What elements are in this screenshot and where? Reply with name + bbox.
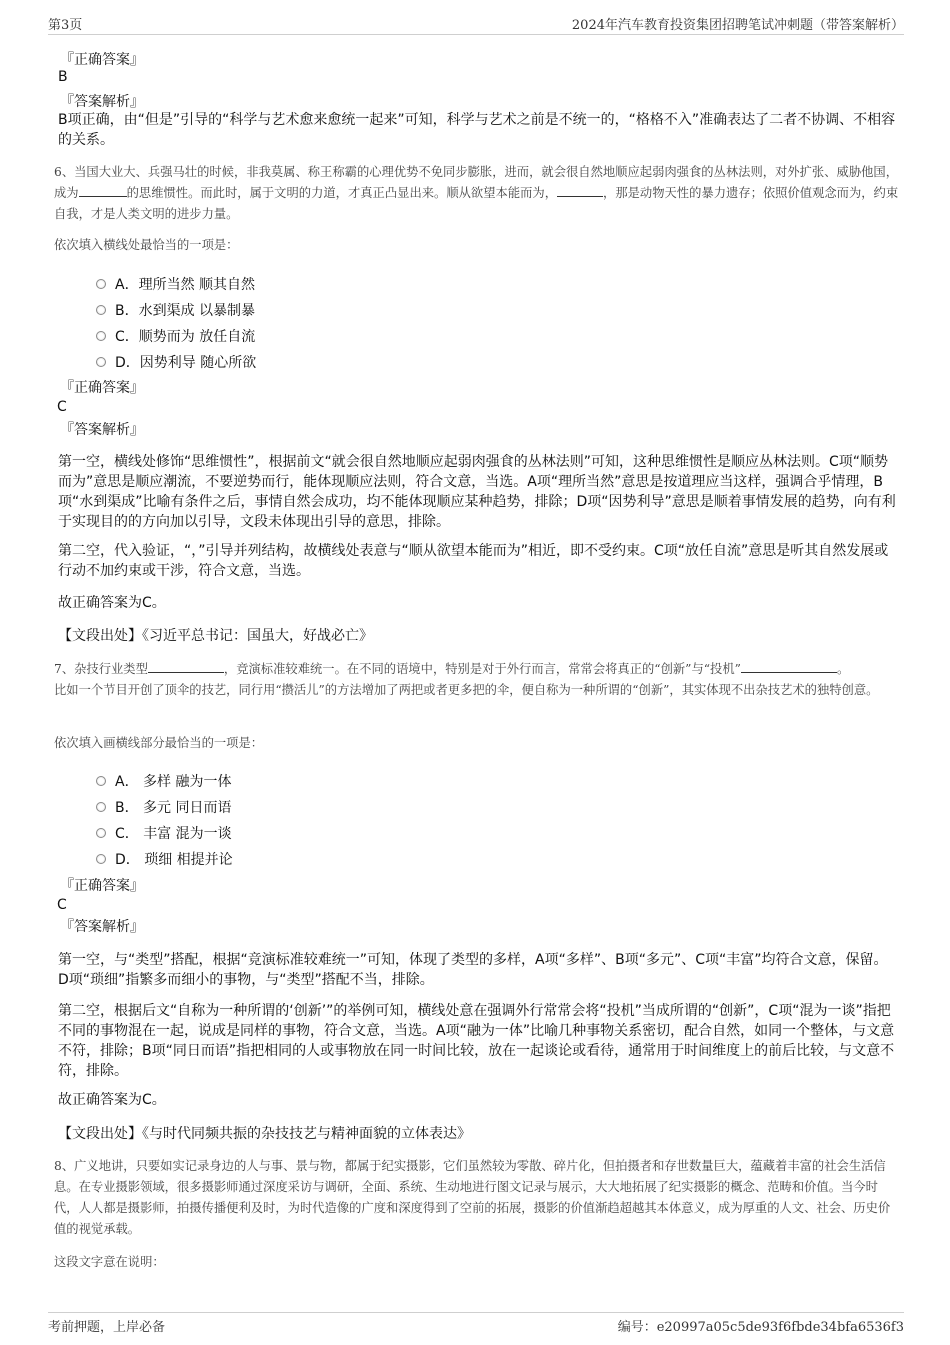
q6-option-b[interactable]: B．水到渠成 以暴制暴 <box>96 300 255 320</box>
footer-slogan: 考前押题，上岸必备 <box>48 1320 166 1335</box>
radio-icon[interactable] <box>96 776 106 786</box>
page-number: 第3页 <box>48 18 83 33</box>
q7-stem <box>54 659 899 701</box>
radio-icon[interactable] <box>96 279 106 289</box>
q5-answer: B <box>58 69 68 85</box>
q7-blank-1 <box>148 660 224 673</box>
radio-icon[interactable] <box>96 331 106 341</box>
q7-option-d[interactable]: D． 琐细 相提并论 <box>96 849 233 869</box>
q7-prompt: 依次填入画横线部分最恰当的一项是： <box>54 736 264 750</box>
q7-stem-part1: 7、杂技行业类型 <box>54 662 148 676</box>
q7-answer: C <box>57 897 67 913</box>
page-footer <box>48 1312 904 1335</box>
q6-stem-part2: 的思维惯性。而此时，属于文明的力道，才真正凸显出来。顺从欲望本能而为， <box>126 186 558 200</box>
radio-icon[interactable] <box>96 828 106 838</box>
q6-answer-label: 『正确答案』 <box>60 380 144 396</box>
q6-prompt: 依次填入横线处最恰当的一项是： <box>54 238 239 252</box>
q6-option-c[interactable]: C．顺势而为 放任自流 <box>96 326 255 346</box>
q6-analysis-para2: 第二空，代入验证，“，”引导并列结构，故横线处表意与“顺从欲望本能而为”相近，即不受约束。C项“放任自流”意思是听其自然发展或行动不加约束或干涉，符合文意，当选。 <box>58 543 889 579</box>
document-id: 编号：e20997a05c5de93f6fbde34bfa6536f3 <box>617 1320 904 1335</box>
q7-blank-2 <box>741 660 837 673</box>
q6-stem <box>54 162 899 225</box>
q7-stem-part2: ，竞演标准较难统一。在不同的语境中，特别是对于外行而言，常常会将真正的“创新”与“投机” <box>223 662 741 676</box>
q5-answer-label: 『正确答案』 <box>60 52 144 68</box>
q6-answer: C <box>57 399 67 415</box>
q6-option-a[interactable]: A．理所当然 顺其自然 <box>96 274 255 294</box>
q6-analysis-label: 『答案解析』 <box>60 422 144 438</box>
q6-analysis-para1: 第一空，横线处修饰“思维惯性”，根据前文“就会很自然地顺应起弱肉强食的丛林法则”可知，这种思维惯性是顺应丛林法则。C项“顺势而为”意思是顺应潮流，不要逆势而行，能体现顺应法则，符合文意，当选。A项“理所当然”意思是按道理应当这样，强调合乎情理，B项“水到渠成”比喻有条件之后，事情自然会成功，均不能体现顺应某种趋势，排除；D项“因势利导”意思是顺着事情发展的趋势，向有利于实现目的的方向加以引导，文段未体现出引导的意思，排除。 <box>58 454 896 530</box>
q6-stem-part1: 6、当国大业大、兵强马壮的时候，非我莫属、称王称霸的心理优势不免同步膨胀，进而，就会很自然地顺应起弱肉强食的丛林法则，对外扩张、威胁他国，成为 <box>54 165 899 200</box>
q7-analysis-para1: 第一空，与“类型”搭配，根据“竞演标准较难统一”可知，体现了类型的多样，A项“多样”、B项“多元”、C项“丰富”均符合文意，保留。D项“琐细”指繁多而细小的事物，与“类型”搭配不当，排除。 <box>58 952 888 988</box>
q6-blank-2 <box>557 184 603 197</box>
q7-option-a[interactable]: A． 多样 融为一体 <box>96 771 231 791</box>
q7-conclusion: 故正确答案为C。 <box>58 1092 166 1108</box>
q6-blank-1 <box>79 184 127 197</box>
q7-analysis-para2: 第二空，根据后文“自称为一种所谓的‘创新’”的举例可知，横线处意在强调外行常常会将“投机”当成所谓的“创新”，C项“混为一谈”指把不同的事物混在一起，说成是同样的事物，符合文意，当选。A项“融为一体”比喻几种事物关系密切，配合自然，如同一个整体，与文意不符，排除；B项“同日而语”指把相同的人或事物放在同一时间比较，放在一起谈论或看待，通常用于时间维度上的前后比较，与文意不符，排除。 <box>58 1003 895 1079</box>
q7-source: 【文段出处】《与时代同频共振的杂技技艺与精神面貌的立体表达》 <box>58 1126 471 1142</box>
q6-conclusion: 故正确答案为C。 <box>58 595 166 611</box>
q7-option-c[interactable]: C． 丰富 混为一谈 <box>96 823 232 843</box>
q7-answer-label: 『正确答案』 <box>60 878 144 894</box>
q6-source: 【文段出处】《习近平总书记：国虽大，好战必亡》 <box>58 628 373 644</box>
q8-stem: 8、广义地讲，只要如实记录身边的人与事、景与物，都属于纪实摄影，它们虽然较为零散、碎片化，但拍摄者和存世数量巨大，蕴藏着丰富的社会生活信息。在专业摄影领域，很多摄影师通过深度采访与调研，全面、系统、生动地进行图文记录与展示，大大地拓展了纪实摄影的概念、范畴和价值。当今时代，人人都是摄影师，拍摄传播便利及时，为时代造像的广度和深度得到了空前的拓展，摄影的价值渐趋超越其本体意义，成为厚重的人文、社会、历史价值的视觉承载。 <box>54 1159 891 1236</box>
q6-option-d[interactable]: D．因势利导 随心所欲 <box>96 352 256 372</box>
q5-analysis: B项正确，由“但是”引导的“科学与艺术愈来愈统一起来”可知，科学与艺术之前是不统一的，“格格不入”准确表达了二者不协调、不相容的关系。 <box>58 112 896 148</box>
document-title: 2024年汽车教育投资集团招聘笔试冲刺题（带答案解析） <box>571 18 904 33</box>
radio-icon[interactable] <box>96 854 106 864</box>
q7-analysis-label: 『答案解析』 <box>60 919 144 935</box>
q6-stem-part3: ，那是动物天性的暴力遗存；依照价值观念而为，约束自我，才是人类文明的进步力量。 <box>54 186 899 221</box>
radio-icon[interactable] <box>96 357 106 367</box>
q5-analysis-label: 『答案解析』 <box>60 94 144 110</box>
page-header <box>48 12 904 35</box>
q7-option-b[interactable]: B． 多元 同日而语 <box>96 797 232 817</box>
radio-icon[interactable] <box>96 305 106 315</box>
q7-stem-part3: 。 <box>836 662 850 676</box>
radio-icon[interactable] <box>96 802 106 812</box>
q8-prompt: 这段文字意在说明： <box>54 1255 165 1269</box>
q7-stem-part4: 比如一个节目开创了顶伞的技艺，同行用“攒活儿”的方法增加了两把或者更多把的伞，便自称为一种所谓的“创新”，其实体现不出杂技艺术的独特创意。 <box>54 683 879 697</box>
